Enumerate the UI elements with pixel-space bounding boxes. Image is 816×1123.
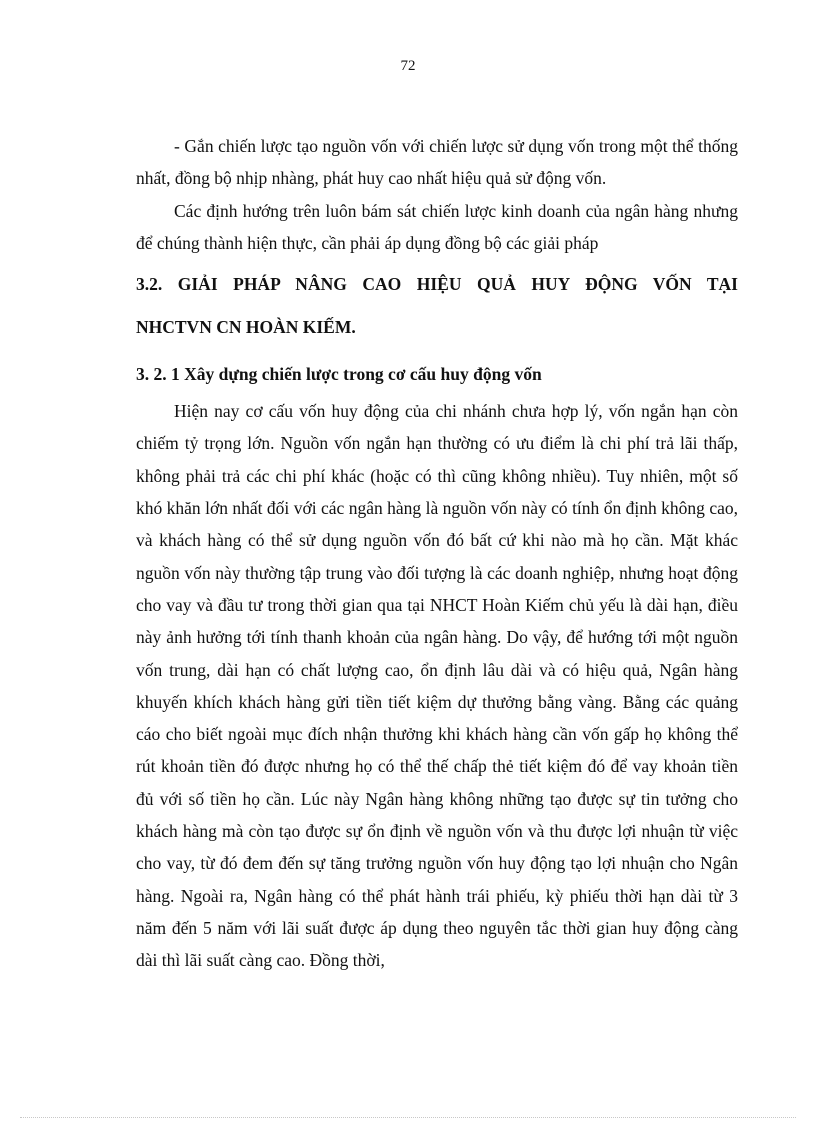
paragraph-orientation: Các định hướng trên luôn bám sát chiến lược kinh doanh của ngân hàng nhưng để chúng thành hiện thực, cần phải áp dụng đồng bộ các giải pháp bbox=[136, 200, 738, 253]
section-heading-3-2 bbox=[136, 263, 738, 349]
document-content bbox=[136, 130, 738, 977]
paragraph-body: Hiện nay cơ cấu vốn huy động của chi nhánh chưa hợp lý, vốn ngắn hạn còn chiếm tỷ trọng lớn. Nguồn vốn ngắn hạn thường có ưu điểm là chi phí trả lãi thấp, không phải trả các chi phí khác (hoặc có thì cũng không nhiều). Tuy nhiên, một số khó khăn lớn nhất đối với các ngân hàng là nguồn vốn này có tính ổn định không cao, và khách hàng có thể sử dụng nguồn vốn đó bất cứ khi nào mà họ cần. Mặt khác nguồn vốn này thường tập trung vào đối tượng là các doanh nghiệp, nhưng hoạt động cho vay và đầu tư trong thời gian qua tại NHCT Hoàn Kiếm chủ yếu là dài hạn, điều này ảnh hưởng tới tính thanh khoản của ngân hàng. Do vậy, để hướng tới một nguồn vốn trung, dài hạn có chất lượng cao, ổn định lâu dài và có hiệu quả, Ngân hàng khuyến khích khách hàng gửi tiền tiết kiệm dự thưởng bằng vàng. Bằng các quảng cáo cho biết ngoài mục đích nhận thưởng khi khách hàng cần vốn gấp họ không thể rút khoản tiền đó được nhưng họ có thể thế chấp thẻ tiết kiệm đó để vay khoản tiền đủ với số tiền họ cần. Lúc này Ngân hàng không những tạo được sự tin tưởng cho khách hàng mà còn tạo được sự ổn định về nguồn vốn và thu được lợi nhuận từ việc cho vay, từ đó đem đến sự tăng trưởng nguồn vốn huy động tạo lợi nhuận cho Ngân hàng. Ngoài ra, Ngân hàng có thể phát hành trái phiếu, kỳ phiếu thời hạn dài từ 3 năm đến 5 năm với lãi suất được áp dụng theo nguyên tắc thời gian huy động càng dài thì lãi suất càng cao. Đồng thời, bbox=[136, 401, 738, 971]
section-heading-line-1: 3.2. GIẢI PHÁP NÂNG CAO HIỆU QUẢ HUY ĐỘNG VỐN TẠI bbox=[136, 274, 738, 295]
paragraph-strategy-link: - Gắn chiến lược tạo nguồn vốn với chiến lược sử dụng vốn trong một thể thống nhất, đồng bộ nhịp nhàng, phát huy cao nhất hiệu quả sử động vốn. bbox=[136, 136, 738, 189]
subsection-heading-3-2-1: 3. 2. 1 Xây dựng chiến lược trong cơ cấu huy động vốn bbox=[136, 364, 542, 385]
page-number: 72 bbox=[400, 58, 416, 74]
page-bottom-dotted-line bbox=[20, 1117, 796, 1118]
section-heading-line-2: NHCTVN CN HOÀN KIẾM. bbox=[136, 317, 356, 338]
